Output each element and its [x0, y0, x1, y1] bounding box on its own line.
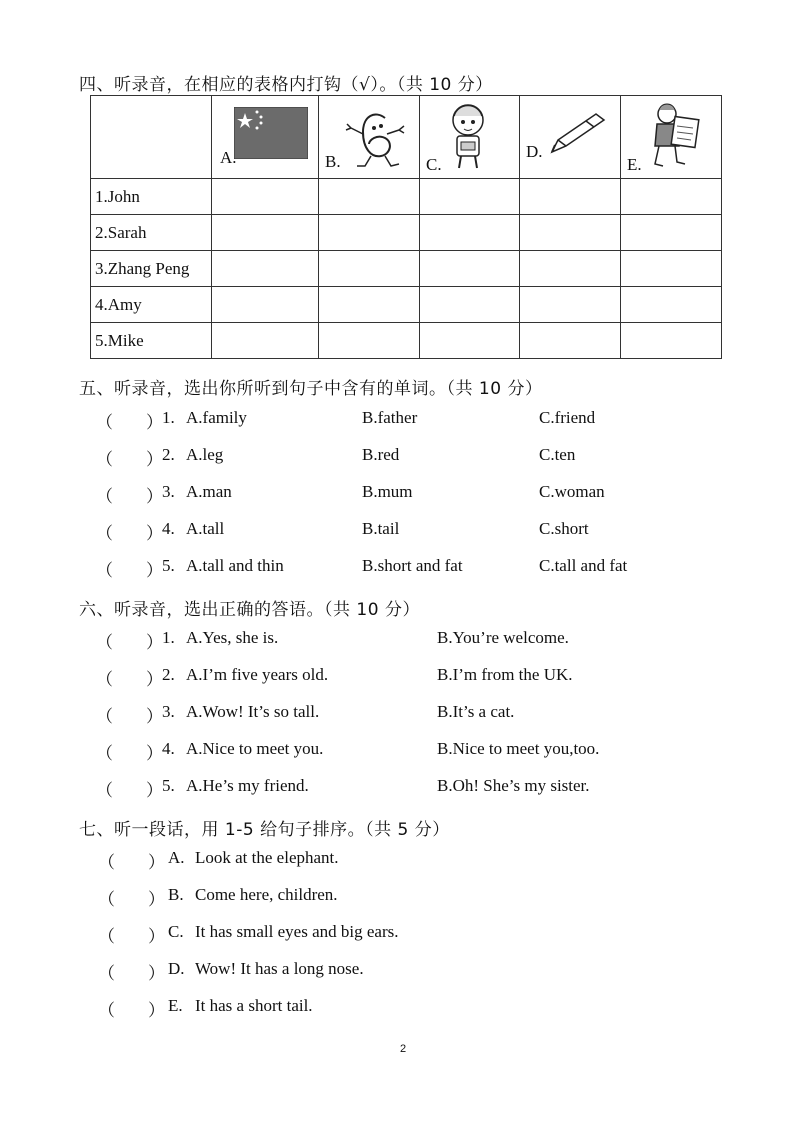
- header-empty-cell: [91, 96, 212, 179]
- section-4-title: 四、听录音，在相应的表格内打钩（√）。（共 10 分）: [79, 75, 493, 95]
- question-number: 3.: [162, 702, 175, 721]
- sentence-label: A.: [168, 848, 185, 867]
- answer-paren-open[interactable]: （: [98, 927, 115, 946]
- question-number: 1.: [162, 628, 175, 647]
- check-cell[interactable]: [420, 179, 520, 215]
- question-number: 4.: [162, 519, 175, 538]
- check-cell[interactable]: [520, 287, 621, 323]
- option-a: A.tall and thin: [186, 556, 284, 575]
- option-c: C.short: [539, 519, 589, 538]
- question-number: 5.: [162, 556, 175, 575]
- answer-paren-close: ）: [146, 781, 163, 800]
- option-a: A.family: [186, 408, 247, 427]
- sentence-text: It has small eyes and big ears.: [195, 922, 399, 941]
- option-d-label: D.: [526, 142, 543, 161]
- check-cell[interactable]: [621, 251, 722, 287]
- option-a: A.man: [186, 482, 232, 501]
- option-c: C.woman: [539, 482, 605, 501]
- option-c-cell: [420, 96, 520, 179]
- answer-paren-open[interactable]: （: [96, 487, 113, 506]
- check-cell[interactable]: [319, 251, 420, 287]
- option-b-label: B.: [325, 152, 341, 171]
- sentence-label: E.: [168, 996, 183, 1015]
- answer-paren-close: ）: [146, 561, 163, 580]
- option-d-cell: [520, 96, 621, 179]
- option-b: B.red: [362, 445, 400, 464]
- option-c-label: C.: [426, 155, 442, 174]
- answer-paren-close: ）: [146, 744, 163, 763]
- option-b: B.You’re welcome.: [437, 628, 569, 647]
- row-label: 2.Sarah: [91, 215, 212, 251]
- section-7-title: 七、听一段话，用 1-5 给句子排序。（共 5 分）: [79, 820, 450, 840]
- answer-paren-close: ）: [146, 707, 163, 726]
- option-a: A.Wow! It’s so tall.: [186, 702, 320, 721]
- option-a: A.leg: [186, 445, 224, 464]
- row-label: 4.Amy: [91, 287, 212, 323]
- check-cell[interactable]: [520, 215, 621, 251]
- check-cell[interactable]: [319, 287, 420, 323]
- option-e-cell: [621, 96, 722, 179]
- option-b: B.short and fat: [362, 556, 463, 575]
- question-number: 1.: [162, 408, 175, 427]
- check-cell[interactable]: [212, 323, 319, 359]
- question-number: 2.: [162, 445, 175, 464]
- answer-paren-open[interactable]: （: [96, 707, 113, 726]
- option-b: B.mum: [362, 482, 413, 501]
- answer-paren-open[interactable]: （: [98, 964, 115, 983]
- check-cell[interactable]: [212, 287, 319, 323]
- six-cartoon-icon: [341, 104, 409, 170]
- section-5-title: 五、听录音，选出你所听到句子中含有的单词。（共 10 分）: [79, 379, 543, 399]
- answer-paren-open[interactable]: （: [98, 853, 115, 872]
- question-number: 2.: [162, 665, 175, 684]
- option-c: C.ten: [539, 445, 576, 464]
- child-cartoon-icon: [446, 100, 490, 172]
- check-cell[interactable]: [319, 323, 420, 359]
- option-b: B.Nice to meet you,too.: [437, 739, 600, 758]
- option-b: B.tail: [362, 519, 400, 538]
- answer-paren-open[interactable]: （: [96, 524, 113, 543]
- answer-paren-open[interactable]: （: [98, 890, 115, 909]
- question-number: 3.: [162, 482, 175, 501]
- answer-paren-close: ）: [146, 413, 163, 432]
- check-cell[interactable]: [621, 287, 722, 323]
- check-cell[interactable]: [420, 287, 520, 323]
- option-b: B.I’m from the UK.: [437, 665, 573, 684]
- option-a: A.He’s my friend.: [186, 776, 309, 795]
- sentence-label: D.: [168, 959, 185, 978]
- check-cell[interactable]: [212, 251, 319, 287]
- check-cell[interactable]: [212, 179, 319, 215]
- answer-paren-close: ）: [148, 964, 165, 983]
- option-a: A.tall: [186, 519, 225, 538]
- answer-paren-close: ）: [148, 927, 165, 946]
- question-number: 4.: [162, 739, 175, 758]
- check-cell[interactable]: [520, 323, 621, 359]
- option-b: B.Oh! She’s my sister.: [437, 776, 590, 795]
- answer-paren-close: ）: [146, 487, 163, 506]
- listening-check-table: [90, 95, 722, 359]
- man-reading-icon: [647, 100, 703, 170]
- row-label: 1.John: [91, 179, 212, 215]
- check-cell[interactable]: [520, 251, 621, 287]
- flag-china-icon: [234, 107, 308, 159]
- answer-paren-close: ）: [146, 450, 163, 469]
- answer-paren-open[interactable]: （: [96, 413, 113, 432]
- page-number: 2: [400, 1043, 407, 1055]
- check-cell[interactable]: [621, 215, 722, 251]
- answer-paren-close: ）: [148, 890, 165, 909]
- answer-paren-open[interactable]: （: [96, 744, 113, 763]
- check-cell[interactable]: [420, 215, 520, 251]
- sentence-label: C.: [168, 922, 184, 941]
- check-cell[interactable]: [621, 323, 722, 359]
- option-c: C.tall and fat: [539, 556, 628, 575]
- check-cell[interactable]: [420, 251, 520, 287]
- check-cell[interactable]: [319, 179, 420, 215]
- answer-paren-open[interactable]: （: [96, 670, 113, 689]
- check-cell[interactable]: [621, 179, 722, 215]
- answer-paren-close: ）: [148, 1001, 165, 1020]
- sentence-text: Come here, children.: [195, 885, 338, 904]
- answer-paren-close: ）: [148, 853, 165, 872]
- section-6-title: 六、听录音，选出正确的答语。（共 10 分）: [79, 600, 420, 620]
- answer-paren-open[interactable]: （: [96, 633, 113, 652]
- option-e-label: E.: [627, 155, 642, 174]
- sentence-text: Look at the elephant.: [195, 848, 339, 867]
- check-cell[interactable]: [212, 215, 319, 251]
- answer-paren-open[interactable]: （: [96, 561, 113, 580]
- option-a: A.Nice to meet you.: [186, 739, 324, 758]
- check-cell[interactable]: [520, 179, 621, 215]
- pen-icon: [546, 110, 608, 156]
- row-label: 5.Mike: [91, 323, 212, 359]
- option-b: B.It’s a cat.: [437, 702, 515, 721]
- answer-paren-close: ）: [146, 670, 163, 689]
- answer-paren-open[interactable]: （: [96, 781, 113, 800]
- sentence-label: B.: [168, 885, 184, 904]
- option-a: A.I’m five years old.: [186, 665, 329, 684]
- option-b-cell: [319, 96, 420, 179]
- sentence-text: It has a short tail.: [195, 996, 313, 1015]
- check-cell[interactable]: [420, 323, 520, 359]
- answer-paren-close: ）: [146, 524, 163, 543]
- answer-paren-close: ）: [146, 633, 163, 652]
- option-a: A.Yes, she is.: [186, 628, 279, 647]
- option-a-cell: [212, 96, 319, 179]
- question-number: 5.: [162, 776, 175, 795]
- check-cell[interactable]: [319, 215, 420, 251]
- sentence-text: Wow! It has a long nose.: [195, 959, 364, 978]
- option-b: B.father: [362, 408, 418, 427]
- option-c: C.friend: [539, 408, 596, 427]
- row-label: 3.Zhang Peng: [91, 251, 212, 287]
- answer-paren-open[interactable]: （: [96, 450, 113, 469]
- answer-paren-open[interactable]: （: [98, 1001, 115, 1020]
- option-a-label: A.: [220, 148, 237, 167]
